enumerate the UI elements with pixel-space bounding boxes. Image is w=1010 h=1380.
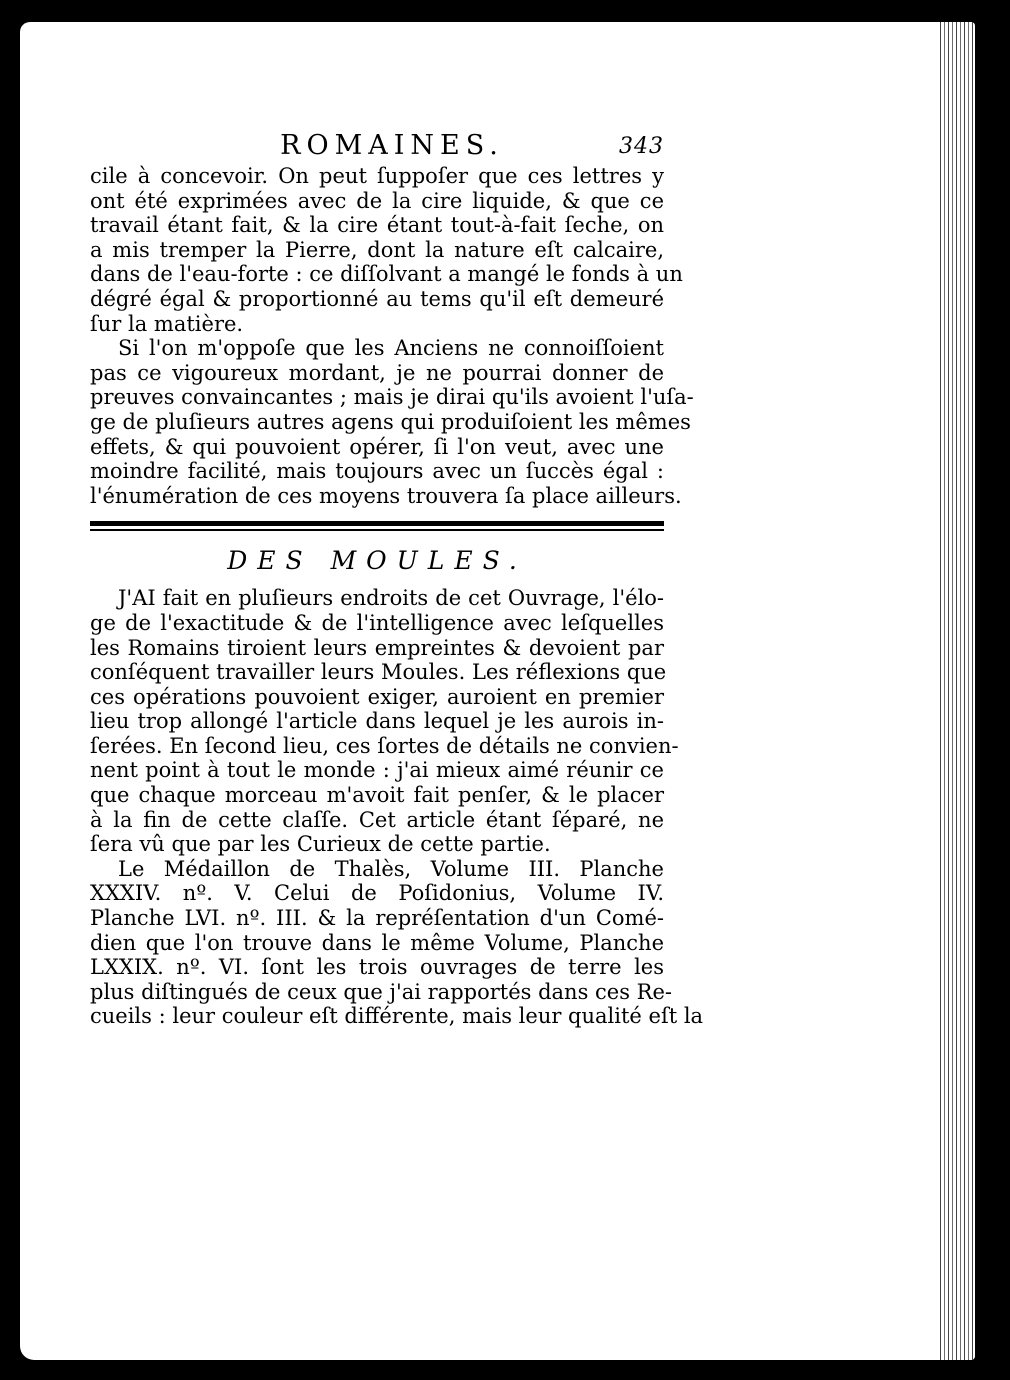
text-line: pas ce vigoureux mordant, je ne pourrai donner de (90, 360, 664, 385)
text-line: lieu trop allongé l'article dans lequel je les aurois in- (90, 709, 664, 734)
text-line: conſéquent travailler leurs Moules. Les réflexions que (90, 660, 667, 685)
text-line: Le Médaillon de Thalès, Volume III. Planche (118, 856, 664, 881)
divider-thin-rule (90, 529, 664, 531)
text-line: ge de pluſieurs autres agens qui produiſoient les mêmes (90, 409, 691, 434)
text-line: que chaque morceau m'avoit fait penſer, & le placer (90, 783, 664, 808)
text-line: travail étant fait, & la cire étant tout-à-fait ſeche, on (90, 213, 664, 238)
divider-thick-rule (90, 521, 664, 526)
text-line: ſur la matière. (90, 311, 244, 336)
text-line: dien que l'on trouve dans le même Volume, Planche (90, 930, 664, 955)
text-line: nent point à tout le monde : j'ai mieux aimé réunir ce (90, 758, 664, 783)
paragraph-3 (90, 586, 679, 857)
paragraph-2 (90, 336, 694, 508)
page-number: 343 (619, 134, 664, 159)
paragraph-4 (90, 856, 704, 1029)
text-line: à la fin de cette claſſe. Cet article étant ſéparé, ne (90, 807, 664, 832)
text-line: dans de l'eau-forte : ce diſſolvant a mangé le fonds à un (90, 262, 683, 287)
section-divider (90, 518, 664, 534)
text-line: Planche LVI. nº. III. & la repréſentation d'un Comé- (90, 906, 664, 931)
lead-words: J'AI (118, 586, 156, 611)
text-line: LXXIX. nº. VI. ſont les trois ouvrages de terre les (90, 955, 664, 980)
text-line: les Romains tiroient leurs empreintes & devoient par (90, 635, 664, 660)
text-line: ge de l'exactitude & de l'intelligence avec leſquelles (90, 610, 664, 635)
text-line: a mis tremper la Pierre, dont la nature eſt calcaire, (90, 237, 664, 262)
section-heading: DES MOULES. (227, 546, 527, 576)
text-line: XXXIV. nº. V. Celui de Poſidonius, Volume IV. (90, 881, 664, 906)
text-line: ſera vû que par les Curieux de cette partie. (90, 832, 551, 857)
paragraph-1 (90, 164, 683, 336)
text-line: moindre facilité, mais toujours avec un ſuccès égal : (90, 459, 664, 484)
text-line (90, 586, 664, 611)
text-line: ſerées. En ſecond lieu, ces ſortes de détails ne convien- (90, 733, 679, 758)
text-line: effets, & qui pouvoient opérer, ſi l'on veut, avec une (90, 434, 664, 459)
text-line: plus diſtingués de ceux que j'ai rapportés dans ces Re- (90, 979, 673, 1004)
text-line: ces opérations pouvoient exiger, auroient en premier (90, 684, 664, 709)
text-line: cile à concevoir. On peut ſuppoſer que ces lettres y (90, 164, 664, 188)
text-line: dégré égal & proportionné au tems qu'il eſt demeuré (90, 286, 664, 311)
running-head (90, 130, 664, 164)
page-edge-shadow (937, 22, 975, 1360)
text-line: Si l'on m'oppoſe que les Anciens ne connoiſſoient (118, 336, 664, 361)
text-line: preuves convaincantes ; mais je dirai qu'ils avoient l'uſa- (90, 385, 694, 410)
text-line: ont été exprimées avec de la cire liquide, & que ce (90, 188, 664, 213)
text-line: cueils : leur couleur eſt différente, mais leur qualité eſt la (90, 1004, 704, 1029)
page-content (90, 130, 704, 1029)
book-page (20, 22, 975, 1360)
running-title: ROMAINES. (280, 130, 504, 161)
lead-rest: fait en pluſieurs endroits de cet Ouvrage, l'élo- (155, 586, 664, 611)
text-line: l'énumération de ces moyens trouvera ſa place ailleurs. (90, 483, 682, 508)
